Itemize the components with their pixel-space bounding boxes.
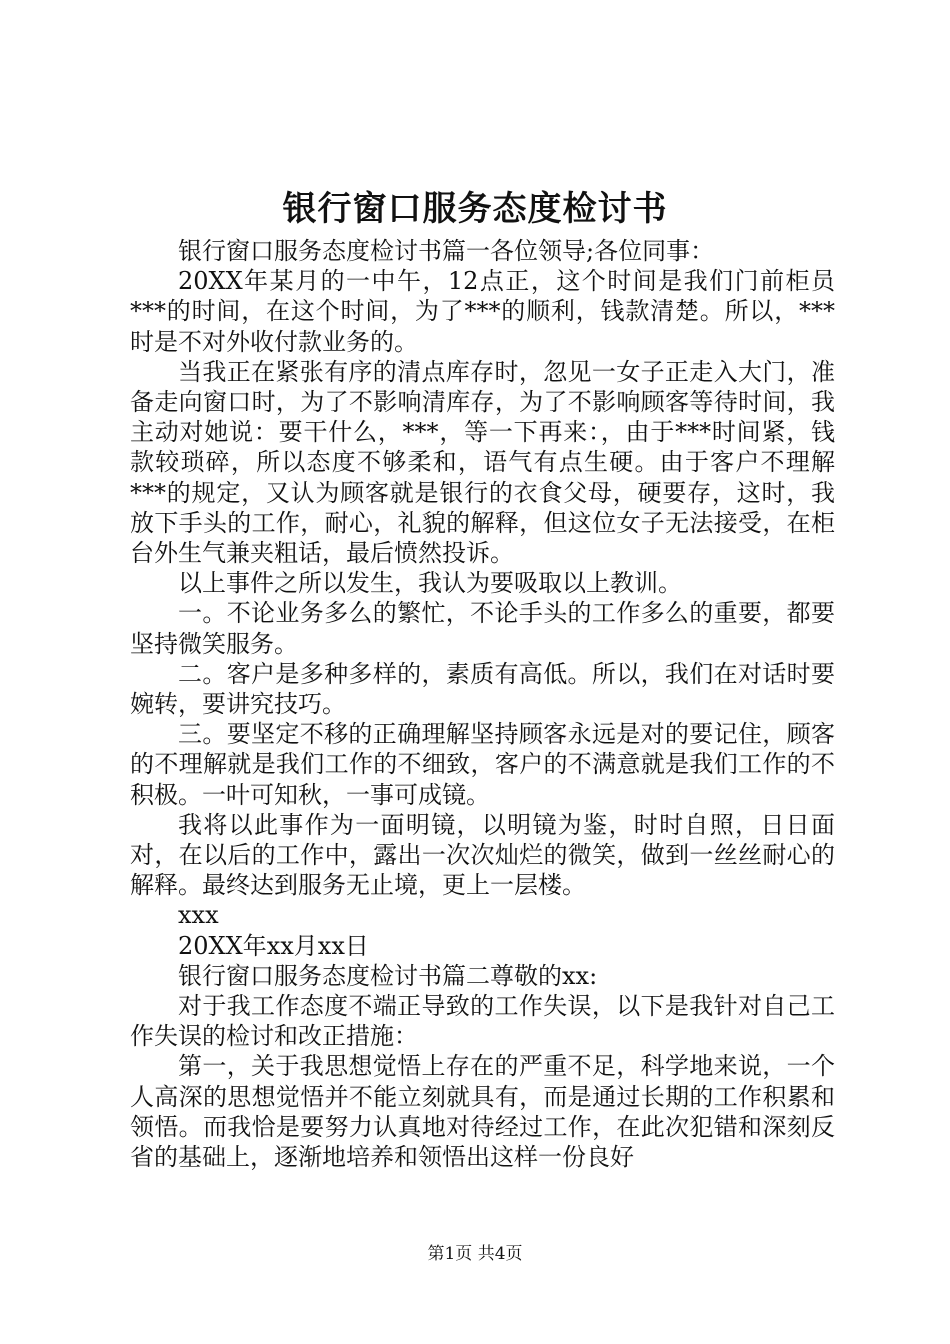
paragraph: 二。客户是多种多样的，素质有高低。所以，我们在对话时要婉转，要讲究技巧。	[130, 659, 835, 719]
paragraph: 我将以此事作为一面明镜，以明镜为鉴，时时自照，日日面对，在以后的工作中，露出一次次灿烂的微笑，做到一丝丝耐心的解释。最终达到服务无止境，更上一层楼。	[130, 810, 835, 900]
paragraph: 一。不论业务多么的繁忙，不论手头的工作多么的重要，都要坚持微笑服务。	[130, 599, 835, 658]
paragraph: 20XX年某月的一中午，12点正，这个时间是我们门前柜员***的时间，在这个时间，为了***的顺利，钱款清楚。所以，***时是不对外收付款业务的。	[130, 267, 835, 356]
paragraph: 对于我工作态度不端正导致的工作失误，以下是我针对自己工作失误的检讨和改正措施：	[130, 992, 835, 1051]
paragraph: 三。要坚定不移的正确理解坚持顾客永远是对的要记住，顾客的不理解就是我们工作的不细致，客户的不满意就是我们工作的不积极。一叶可知秋，一事可成镜。	[130, 720, 835, 809]
paragraph: 银行窗口服务态度检讨书篇一各位领导;各位同事：	[178, 237, 715, 265]
paragraph: 银行窗口服务态度检讨书篇二尊敬的xx:	[178, 961, 598, 990]
page-number-footer: 第1页 共4页	[427, 1244, 523, 1264]
paragraph: 以上事件之所以发生，我认为要吸取以上教训。	[178, 569, 682, 598]
document-body	[130, 236, 835, 1172]
signature-date: 20XX年xx月xx日	[178, 931, 369, 960]
paragraph: 第一，关于我思想觉悟上存在的严重不足，科学地来说，一个人高深的思想觉悟并不能立刻就具有，而是通过长期的工作积累和领悟。而我恰是要努力认真地对待经过工作，在此次犯错和深刻反省的基础上，逐渐地培养和领悟出这样一份良好	[130, 1052, 835, 1172]
document-title: 银行窗口服务态度检讨书	[282, 189, 668, 229]
paragraph: 当我正在紧张有序的清点库存时，忽见一女子正走入大门，准备走向窗口时，为了不影响清库存，为了不影响顾客等待时间，我主动对她说：要干什么，***，等一下再来：，由于***时间紧，钱款较琐碎，所以态度不够柔和，语气有点生硬。由于客户不理解***的规定，又认为顾客就是银行的衣食父母，硬要存，这时，我放下手头的工作，耐心，礼貌的解释，但这位女子无法接受，在柜台外生气兼夹粗话，最后愤然投诉。	[130, 357, 835, 568]
signature-name: xxx	[178, 901, 219, 930]
